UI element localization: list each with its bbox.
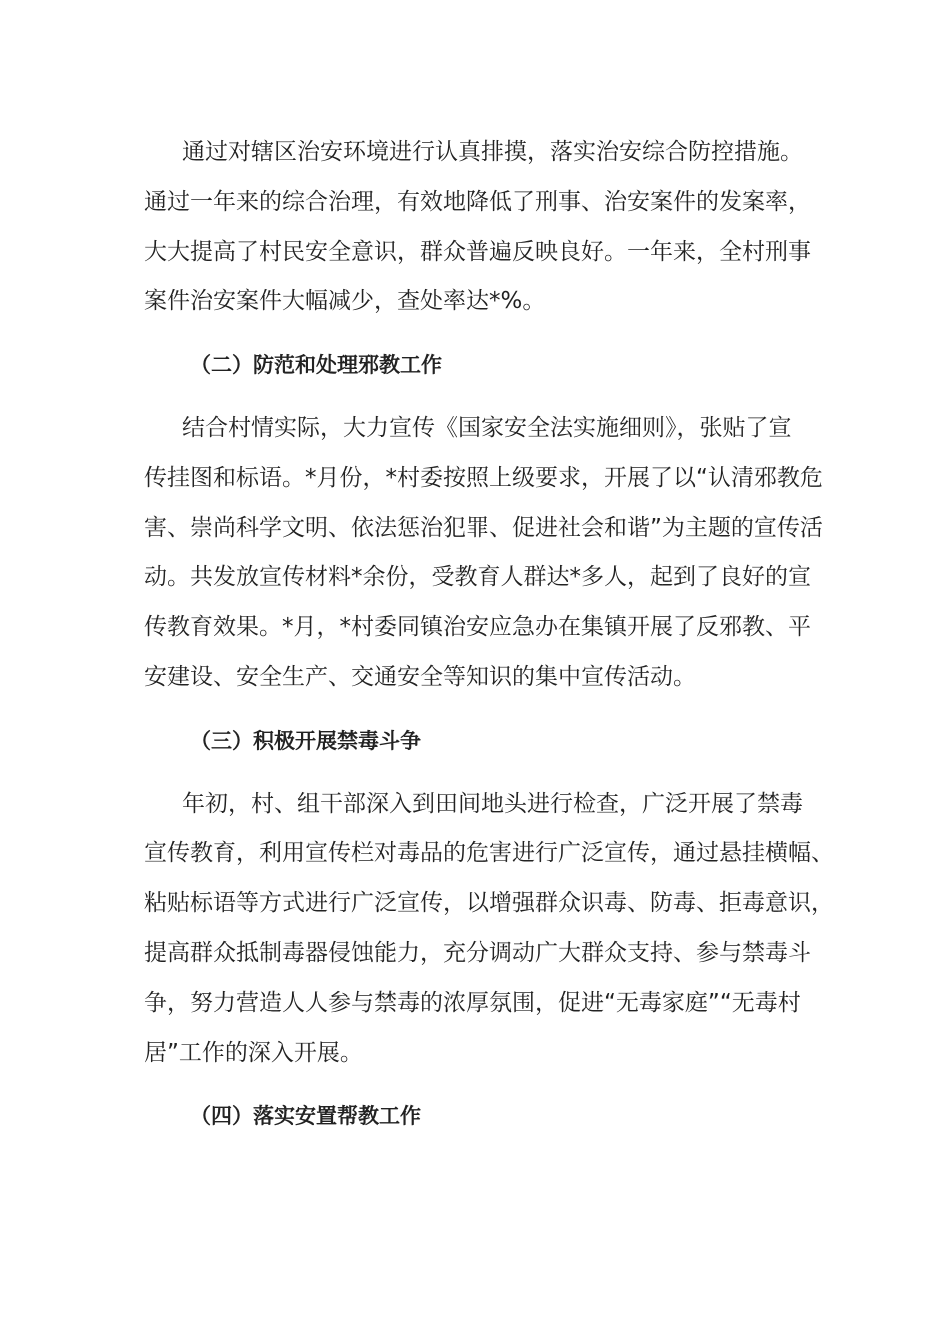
- text-line: 粘贴标语等方式进行广泛宣传，以增强群众识毒、防毒、拒毒意识，: [144, 890, 834, 917]
- text-line: 通过一年来的综合治理，有效地降低了刑事、治安案件的发案率，: [144, 188, 811, 215]
- text-line: 传教育效果。*月，*村委同镇治安应急办在集镇开展了反邪教、平: [144, 614, 811, 641]
- paragraph-cult-prevention: [144, 404, 823, 703]
- text-line: 通过对辖区治安环境进行认真排摸，落实治安综合防控措施。: [182, 139, 803, 165]
- text-line: 传挂图和标语。*月份，*村委按照上级要求，开展了以“认清邪教危: [144, 464, 823, 491]
- text-line: 争，努力营造人人参与禁毒的浓厚氛围，促进“无毒家庭”“无毒村: [144, 989, 801, 1016]
- text-line: 动。共发放宣传材料*余份，受教育人群达*多人，起到了良好的宣: [144, 564, 811, 591]
- section-heading-anti-drug: （三）积极开展禁毒斗争: [190, 728, 421, 753]
- section-heading-resettlement: （四）落实安置帮教工作: [190, 1104, 421, 1129]
- text-line: 安建设、安全生产、交通安全等知识的集中宣传活动。: [144, 663, 696, 690]
- paragraph-anti-drug: [144, 780, 834, 1079]
- text-line: 宣传教育，利用宣传栏对毒品的危害进行广泛宣传，通过悬挂横幅、: [144, 840, 834, 867]
- text-line: 提高群众抵制毒器侵蚀能力，充分调动广大群众支持、参与禁毒斗: [144, 939, 811, 966]
- document-body: [144, 128, 834, 1142]
- paragraph-public-security: [144, 128, 810, 327]
- text-line: 结合村情实际，大力宣传《国家安全法实施细则》，张贴了宣: [182, 414, 792, 441]
- text-line: 大大提高了村民安全意识，群众普遍反映良好。一年来，全村刑事: [144, 238, 811, 265]
- text-line: 案件治安案件大幅减少，查处率达*%。: [144, 288, 546, 315]
- text-line: 居”工作的深入开展。: [144, 1039, 363, 1066]
- section-heading-cult-prevention: （二）防范和处理邪教工作: [190, 353, 442, 378]
- text-line: 年初，村、组干部深入到田间地头进行检查，广泛开展了禁毒: [182, 790, 803, 817]
- text-line: 害、崇尚科学文明、依法惩治犯罪、促进社会和谐”为主题的宣传活: [144, 514, 823, 541]
